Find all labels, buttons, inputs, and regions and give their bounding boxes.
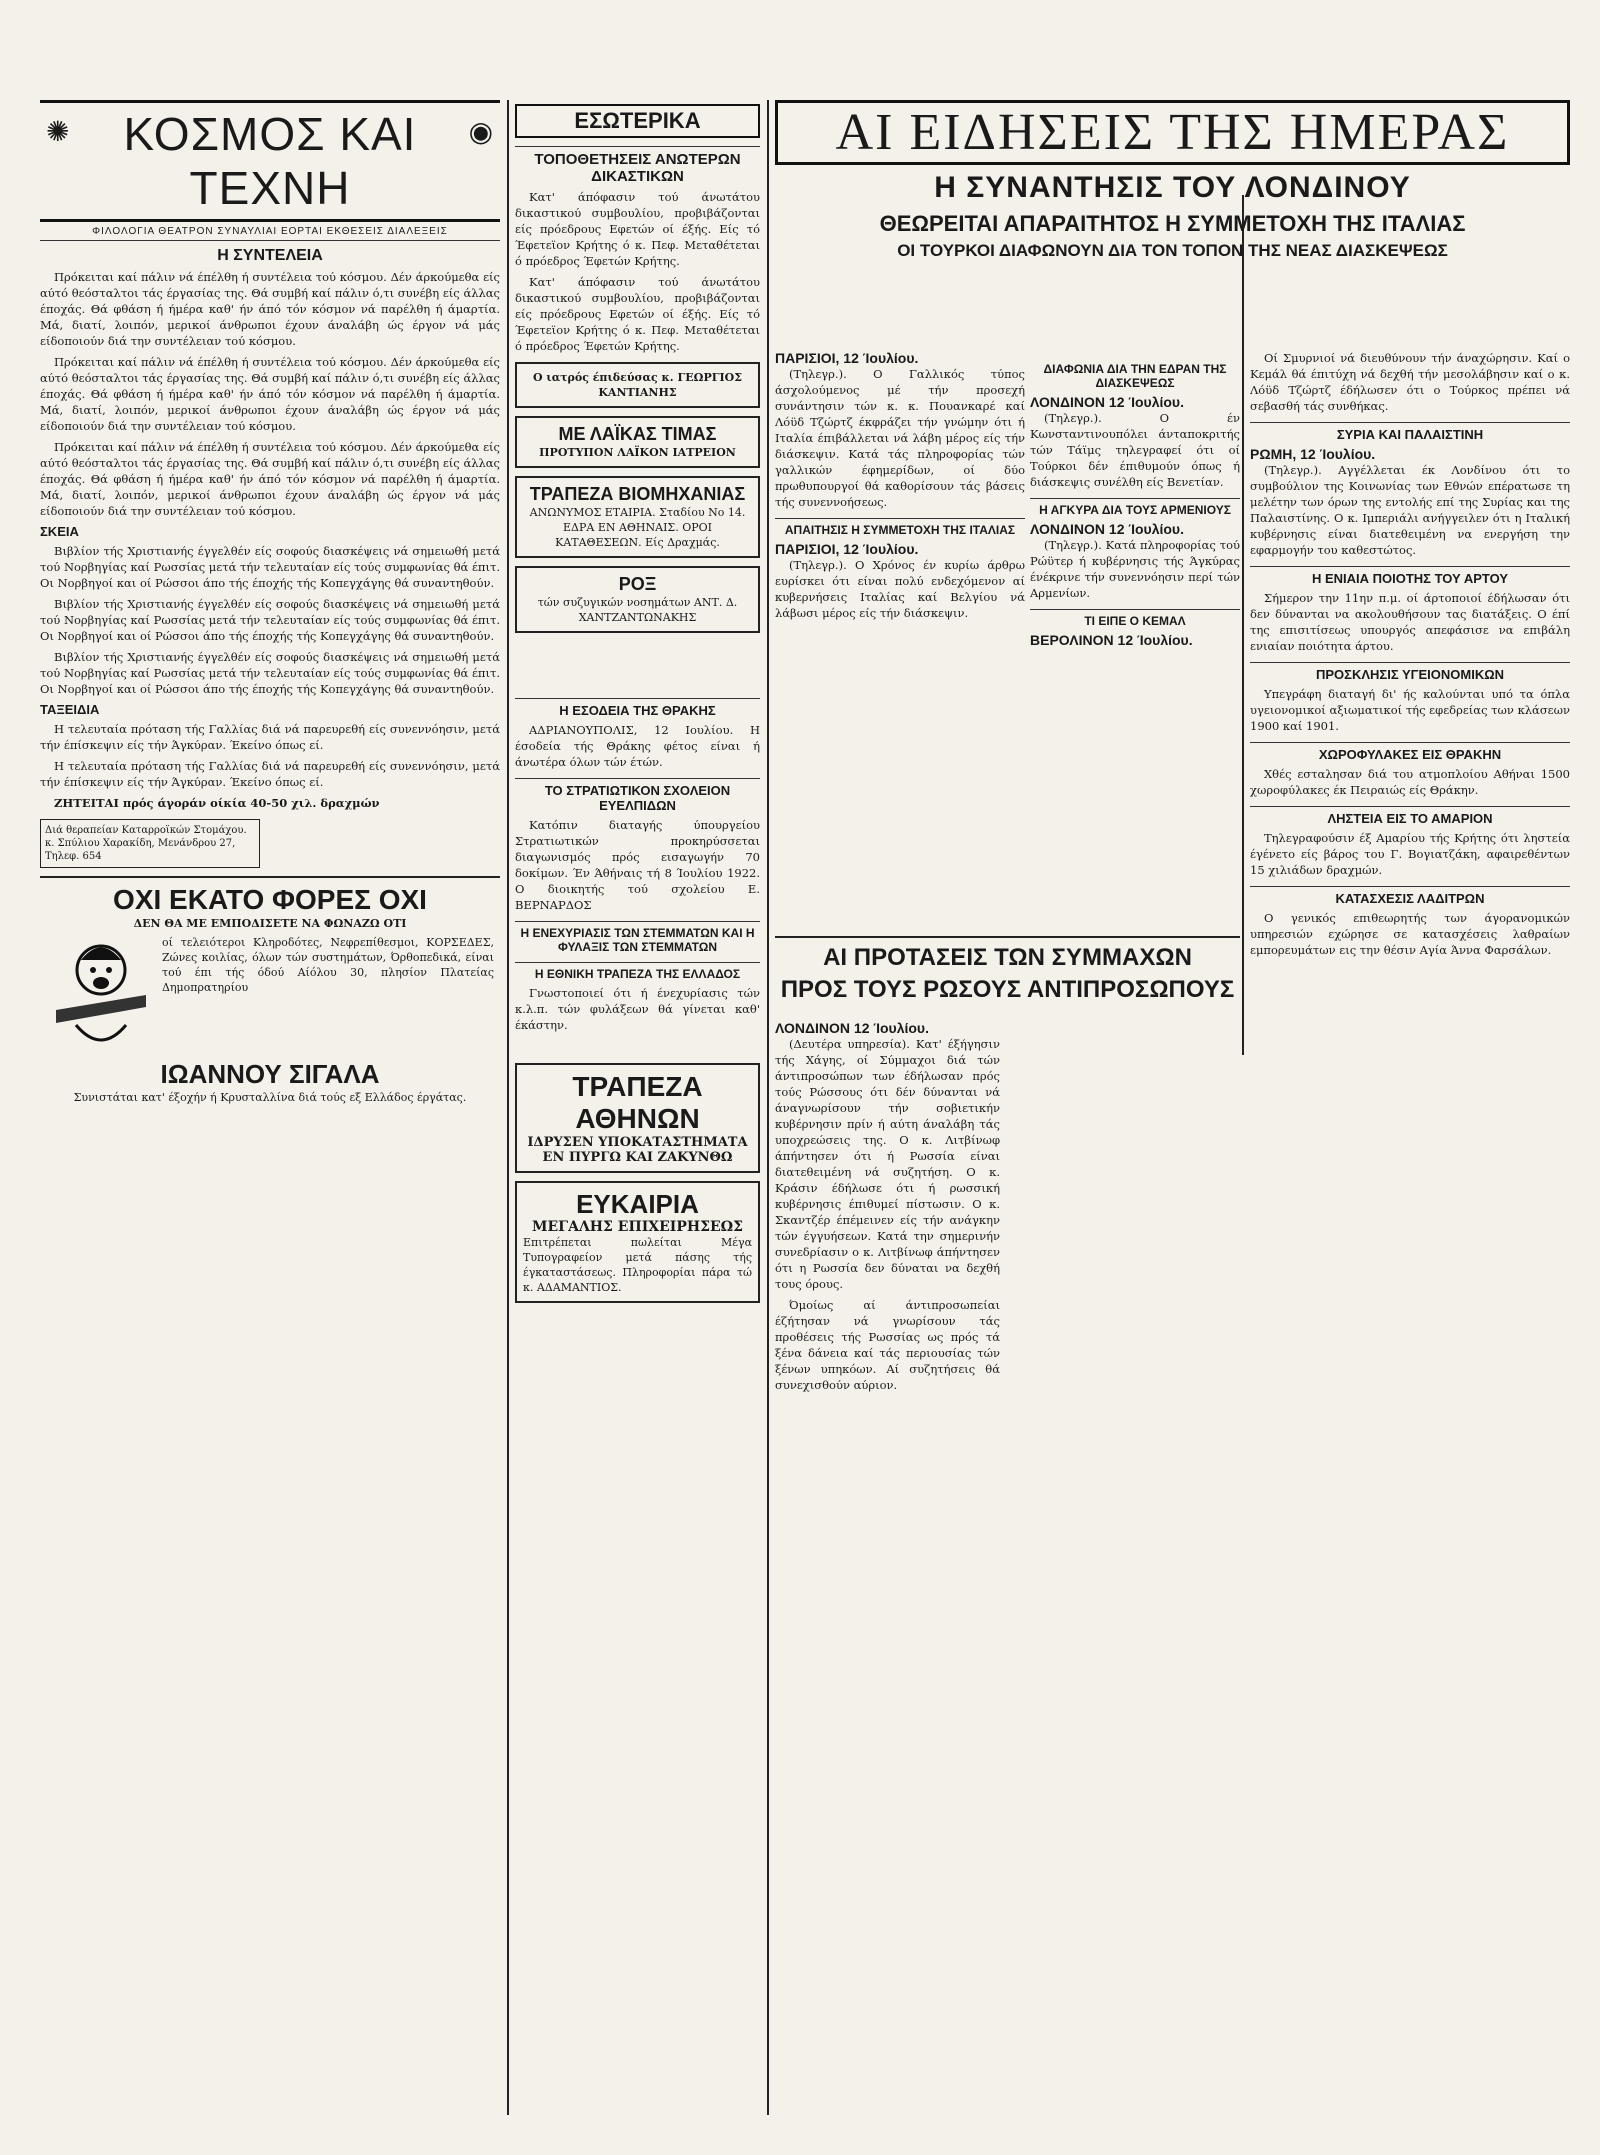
opportunity-subtitle: ΜΕΓΑΛΗΣ ΕΠΙΧΕΙΡΗΣΕΩΣ xyxy=(531,1219,744,1235)
dateline: ΡΩΜΗ, 12 Ίουλίου. xyxy=(1250,446,1376,462)
article-text: ΑΔΡΙΑΝΟΥΠΟΛΙΣ, 12 Ιουλίου. Η έσοδεία τής Θράκης φέτος είναι ή άνωτέρα όλων τών έτών. xyxy=(515,723,760,769)
doctor-ad-text: Ο ιατρός έπιδεύσας κ. ΓΕΩΡΓΙΟΣ ΚΑΝΤΙΑΝΗΣ xyxy=(532,371,743,399)
masthead-title: ΚΟΣΜΟΣ ΚΑΙ ΤΕΧΝΗ xyxy=(123,108,417,214)
sub-headline: ΟΙ ΤΟΥΡΚΟΙ ΔΙΑΦΩΝΟΥΝ ΔΙΑ ΤΟΝ ΤΟΠΟΝ ΤΗΣ ΝΕΑΣ ΔΙΑΣΚΕΨΕΩΣ xyxy=(897,241,1448,260)
opportunity-title: ΕΥΚΑΙΡΙΑ xyxy=(576,1189,699,1219)
section-subhead: ΦΙΛΟΛΟΓΙΑ ΘΕΑΤΡΟΝ ΣΥΝΑΥΛΙΑΙ ΕΟΡΤΑΙ ΕΚΘΕΣΕΙΣ ΔΙΑΛΕΞΕΙΣ xyxy=(40,226,500,241)
dateline: ΛΟΝΔΙΝΟΝ 12 Ίουλίου. xyxy=(1030,521,1184,537)
news-text: (Τηλεγρ.). Κατά πληροφορίας τού Ρώϋτερ ή κυβέρνησις τής Άγκύρας ένέκρινε τήν συνεννόησιν περί τών Αρμενίων. xyxy=(1030,538,1240,600)
news-text: (Τηλεγρ.). Ο Γαλλικός τύπος άσχολούμενος μέ τήν προσεχή συνάντησιν τών κ. κ. Πουανκαρέ καί Λόϋδ Τζώρτζ έκφράζει τήν γνώμην ότι ή Ιταλία έπιβάλλεται νά λάβη μέρος είς τήν διάσκεψιν. Κατά τάς πληροφορίας τών γαλλικών έφημερίδων, οί δύο πρωθυπουργοί θά καθορίσουν τάς βάσεις τής συνεννοήσεως. xyxy=(775,367,1025,509)
clinic-name: ΠΡΟΤΥΠΟΝ ΛΑΪΚΟΝ ΙΑΤΡΕΙΟΝ xyxy=(539,446,736,459)
oxi-signature: ΙΩΑΝΝΟΥ ΣΙΓΑΛΑ xyxy=(160,1059,380,1089)
oxi-subtitle: ΔΕΝ ΘΑ ΜΕ ΕΜΠΟΔΙΣΕΤΕ ΝΑ ΦΩΝΑΖΩ ΟΤΙ xyxy=(133,917,407,930)
ornament-icon: ✺ xyxy=(46,116,71,147)
article-title: ΤΑΞΕΙΔΙΑ xyxy=(40,702,100,717)
news-text: Ο γενικός επιθεωρητής των άγορανομικών υπηρεσιών εχώρησε σε κατασχέσεις λαθραίων εμπορευμάτων εις την θέσιν Αγία Άννα Φαρσάλων. xyxy=(1250,911,1570,957)
news-text: Υπεγράφη διαταγή δι' ής καλούνται υπό τα όπλα υγειονομικοί αξιωματικοί τής εφεδρείας των κλάσεων 1900 καί 1901. xyxy=(1250,687,1570,733)
news-title: ΣΥΡΙΑ ΚΑΙ ΠΑΛΑΙΣΤΙΝΗ xyxy=(1250,422,1570,442)
trapeza-viomichanias-ad xyxy=(515,476,760,558)
rox-ad xyxy=(515,566,760,633)
news-col-b xyxy=(1030,350,1240,925)
news-title: ΑΠΑΙΤΗΣΙΣ Η ΣΥΜΜΕΤΟΧΗ ΤΗΣ ΙΤΑΛΙΑΣ xyxy=(775,518,1025,537)
filler-text: Βιβλίον τής Χριστιανής έγγελθέν είς σοφούς διασκέψεις νά σημειωθή μετά τού Νορβηγίας καί Ρωσσίας μετά τήν τελευταίαν είς τούς συμφωνίας θά έπιτ. Οι Νορβηγοί και οί Ρώσσοι άπο τής έποχής τής Κοπεγχάγης θά συναντηθούν. xyxy=(40,650,500,696)
trapeza-athinon-ad xyxy=(515,1063,760,1173)
allies-subheadline: ΠΡΟΣ ΤΟΥΣ ΡΩΣΟΥΣ ΑΝΤΙΠΡΟΣΩΠΟΥΣ xyxy=(780,976,1235,1003)
dateline: ΒΕΡΟΛΙΝΟΝ 12 Ίουλίου. xyxy=(1030,632,1193,648)
news-title: ΧΩΡΟΦΥΛΑΚΕΣ ΕΙΣ ΘΡΑΚΗΝ xyxy=(1250,742,1570,762)
news-title: Η ΕΝΙΑΙΑ ΠΟΙΟΤΗΣ ΤΟΥ ΑΡΤΟΥ xyxy=(1250,566,1570,586)
prices-ad xyxy=(515,416,760,468)
news-text: Χθές εσταλησαν διά του ατμοπλοίου Αθήναι 1500 χωροφύλακες έκ Πειραιώς είς Θράκην. xyxy=(1250,767,1570,797)
article-text: Η τελευταία πρόταση τής Γαλλίας διά νά παρευρεθή είς συνεννόησιν, μετά τήν έπίσκεψιν είς τήν Άγκύραν. Έκείνο όπως εί. xyxy=(40,722,500,752)
filler-text: Κατ' άπόφασιν τού άνωτάτου δικαστικού συμβουλίου, προβιβάζονται είς πρόεδρους Εφετών οί έξής. Είς τό Έφετεϊον Κρήτης ό κ. Πεφ. Μεταθέτεται ό πρόεδρος Έφετών Κρήτης. xyxy=(515,275,760,353)
article-title: Η ΣΥΝΤΕΛΕΙΑ xyxy=(217,247,323,264)
section-masthead xyxy=(40,100,500,222)
article-text: Βιβλίον τής Χριστιανής έγγελθέν είς σοφούς διασκέψεις νά σημειωθή μετά τού Νορβηγίας καί Ρωσσίας μετά τήν τελευταίαν είς τούς συμφωνίας θά έπιτ. Οι Νορβηγοί και οί Ρώσσοι άπο τής έποχής τής Κοπεγχάγης θά συναντηθούν. xyxy=(40,544,500,590)
filler-text: Η τελευταία πρόταση τής Γαλλίας διά νά παρευρεθή είς συνεννόησιν, μετά τήν έπίσκεψιν είς τήν Άγκύραν. Έκείνο όπως εί. xyxy=(40,759,500,789)
news-banner: ΑΙ ΕΙΔΗΣΕΙΣ ΤΗΣ ΗΜΕΡΑΣ xyxy=(775,100,1570,165)
trapeza-title: ΤΡΑΠΕΖΑ ΒΙΟΜΗΧΑΝΙΑΣ xyxy=(529,484,746,504)
news-text: (Τηλεγρ.). Ο έν Κωνσταντινουπόλει άνταποκριτής τών Τάϊμς τηλεγραφεί ότι οί Τούρκοι δέν έπιθυμούν όπως ή διάσκεψις συνέλθη είς Βενετίαν. xyxy=(1030,411,1240,489)
wanted-ad: ΖΗΤΕΙΤΑΙ πρός άγοράν οίκία 40-50 χιλ. δραχμών xyxy=(54,796,380,810)
news-title: Η ΑΓΚΥΡΑ ΔΙΑ ΤΟΥΣ ΑΡΜΕΝΙΟΥΣ xyxy=(1030,498,1240,517)
news-text: (Τηλεγρ.). Ο Χρόνος έν κυρίω άρθρω ευρίσκει ότι είναι πολύ ενδεχόμενον αί κυβερνήσεις Ιταλίας καί Βελγίου νά λάβωσι μέρος είς τήν διάσκεψιν. xyxy=(775,558,1025,620)
dateline: ΛΟΝΔΙΝΟΝ 12 Ίουλίου. xyxy=(1030,394,1184,410)
bank-subtitle: ΙΔΡΥΣΕΝ ΥΠΟΚΑΤΑΣΤΗΜΑΤΑ ΕΝ ΠΥΡΓΩ ΚΑΙ ΖΑΚΥΝΘΩ xyxy=(527,1135,748,1165)
bank-title: ΤΡΑΠΕΖΑ ΑΘΗΝΩΝ xyxy=(572,1071,703,1134)
doctor-ad xyxy=(515,362,760,408)
article-title: ΣΚΕΙΑ xyxy=(40,524,79,539)
news-title: ΛΗΣΤΕΙΑ ΕΙΣ ΤΟ ΑΜΑΡΙΟΝ xyxy=(1250,806,1570,826)
article-title: ΤΟ ΣΤΡΑΤΙΩΤΙΚΟΝ ΣΧΟΛΕΙΟΝ ΕΥΕΛΠΙΔΩΝ xyxy=(515,778,760,813)
allies-proposals-header xyxy=(775,930,1240,1008)
ornament-icon: ◉ xyxy=(468,116,494,147)
filler-text: Βιβλίον τής Χριστιανής έγγελθέν είς σοφούς διασκέψεις νά σημειωθή μετά τού Νορβηγίας καί Ρωσσίας μετά τήν τελευταίαν είς τούς συμφωνίας θά έπιτ. Οι Νορβηγοί και οί Ρώσσοι άπο τής έποχής τής Κοπεγχάγης θά συναντηθούν. xyxy=(40,597,500,643)
oxi-advertisement xyxy=(40,876,500,1111)
article-text: Γνωστοποιεί ότι ή ένεχυρίασις τών κ.λ.π. τών φυλάξεων θά γίνεται καθ' έκάστην. xyxy=(515,986,760,1032)
dateline: ΠΑΡΙΣΙΟΙ, 12 Ίουλίου. xyxy=(775,541,919,557)
boy-illustration-icon xyxy=(46,935,156,1055)
article-title: Η ΕΘΝΙΚΗ ΤΡΑΠΕΖΑ ΤΗΣ ΕΛΛΑΔΟΣ xyxy=(515,962,760,981)
column-rule xyxy=(507,100,509,2115)
trapeza-text: ΑΝΩΝΥΜΟΣ ΕΤΑΙΡΙΑ. Σταδίου Νο 14. ΕΔΡΑ ΕΝ ΑΘΗΝΑΙΣ. ΟΡΟΙ ΚΑΤΑΘΕΣΕΩΝ. Είς Δραχμάς. xyxy=(529,506,746,549)
filler-text: Πρόκειται καί πάλιν νά έπέλθη ή συντέλεια τού κόσμου. Δέν άρκούμεθα είς αύτό θεόσταλτοι τάς έργασίας της. Θά συμβή καί πάλιν ό,τι συνέβη είς άλλας έποχάς. Θά φθάση ή ήμέρα καθ' ήν άπό τόν κόσμον νά παρέλθη ή άμαρτία. Μά, διατί, λοιπόν, μερικοί άνθρωποι έχουν άναλάβη ώς έργον νά μάς είδοποιούν διά την συντέλειαν τού κόσμου. xyxy=(40,355,500,433)
news-text: Οί Σμυρνιοί νά διευθύνουν τήν άναχώρησιν. Καί ο Κεμάλ θά έπιτύχη νά δεχθή τήν μεσολάβησιν καί ο κ. Λόϋδ Τζώρτζ έδήλωσεν ότι ο Τούρκος πρέπει νά σεβασθή τάς συνθήκας. xyxy=(1250,351,1570,413)
small-ad-box: Διά θεραπείαν Καταρροϊκών Στομάχου. κ. Σπύλιου Χαρακίδη, Μενάνδρου 27, Τηλεφ. 654 xyxy=(40,819,260,868)
column-kosmos-kai-techni xyxy=(40,100,500,2125)
news-text: Τηλεγραφούσιν έξ Αμαρίου τής Κρήτης ότι ληστεία έγένετο είς βάρος του Γ. Βογιατζάκη, αφαιρεθέντων 15 χιλιάδων δραχμών. xyxy=(1250,831,1570,877)
oxi-title: ΟΧΙ ΕΚΑΤΟ ΦΟΡΕΣ ΟΧΙ xyxy=(113,884,427,915)
column-rule xyxy=(767,100,769,2115)
rox-title: ΡΟΞ xyxy=(618,574,657,594)
news-col-a xyxy=(775,350,1025,925)
article-text: Κατόπιν διαταγής ύπουργείου Στρατιωτικών προκηρύσσεται διαγωνισμός πρός εισαγωγήν 70 δοκίμων. Έν Άθήναις τή 8 Ίουλίου 1922. Ο διοικητής τού σχολείου Ε. ΒΕΡΝΑΡΔΟΣ xyxy=(515,818,760,912)
column-esoterika-articles xyxy=(515,690,760,2115)
allies-col-a xyxy=(775,1020,1000,2115)
rox-text: τών συζυγικών νοσημάτων ΑΝΤ. Δ. ΧΑΝΤΖΑΝΤΩΝΑΚΗΣ xyxy=(537,596,738,624)
opportunity-text: Επιτρέπεται πωλείται Μέγα Τυπογραφείον μετά πάσης τής έγκαταστάσεως. Πληροφορίαι πάρα τώ κ. ΑΔΑΜΑΝΤΙΟΣ. xyxy=(523,1236,752,1294)
news-header xyxy=(775,100,1570,350)
article-title: Η ΕΝΕΧΥΡΙΑΣΙΣ ΤΩΝ ΣΤΕΜΜΑΤΩΝ ΚΑΙ Η ΦΥΛΑΞΙΣ ΤΩΝ ΣΤΕΜΜΑΤΩΝ xyxy=(515,921,760,954)
sub-headline: ΘΕΩΡΕΙΤΑΙ ΑΠΑΡΑΙΤΗΤΟΣ Η ΣΥΜΜΕΤΟΧΗ ΤΗΣ ΙΤΑΛΙΑΣ xyxy=(879,211,1466,236)
news-title: ΚΑΤΑΣΧΕΣΙΣ ΛΑΔΙΤΡΩΝ xyxy=(1250,886,1570,906)
news-col-c xyxy=(1250,350,1570,2125)
filler-text: Πρόκειται καί πάλιν νά έπέλθη ή συντέλεια τού κόσμου. Δέν άρκούμεθα είς αύτό θεόσταλτοι τάς έργασίας της. Θά συμβή καί πάλιν ό,τι συνέβη είς άλλας έποχάς. Θά φθάση ή ήμέρα καθ' ήν άπό τόν κόσμον νά παρέλθη ή άμαρτία. Μά, διατί, λοιπόν, μερικοί άνθρωποι έχουν άναλάβη ώς έργον νά μάς είδοποιούν διά την συντέλειαν τού κόσμου. xyxy=(40,440,500,518)
dateline: ΛΟΝΔΙΝΟΝ 12 Ίουλίου. xyxy=(775,1020,929,1036)
article-title: ΤΟΠΟΘΕΤΗΣΕΙΣ ΑΝΩΤΕΡΩΝ ΔΙΚΑΣΤΙΚΩΝ xyxy=(515,146,760,185)
news-text: (Τηλεγρ.). Αγγέλλεται έκ Λονδίνου ότι το συμβούλιον της Κοινωνίας των Εθνών επέρατωσε τη μελέτην των όρων της εντολής επί της Συρίας και της Παλαιστίνης. Ο κ. Ιμπεριάλι ανήγγειλεν ότι η Ιταλική κυβέρνησις είναι διατεθειμένη να ενεργήση την εφαρμογήν του καθεστώτος. xyxy=(1250,463,1570,557)
article-text: Κατ' άπόφασιν τού άνωτάτου δικαστικού συμβουλίου, προβιβάζονται είς πρόεδρους Εφετών οί έξής. Είς τό Έφετεϊον Κρήτης ό κ. Πεφ. Μεταθέτεται ό πρόεδρος Έφετών Κρήτης. xyxy=(515,190,760,268)
opportunity-ad xyxy=(515,1181,760,1303)
allies-col-b xyxy=(1010,1020,1235,2115)
dateline: ΠΑΡΙΣΙΟΙ, 12 Ίουλίου. xyxy=(775,350,919,366)
prices-title: ΜΕ ΛΑΪΚΑΣ ΤΙΜΑΣ xyxy=(558,424,717,444)
section-header: ΕΣΩΤΕΡΙΚΑ xyxy=(515,104,760,138)
news-title: ΠΡΟΣΚΛΗΣΙΣ ΥΓΕΙΟΝΟΜΙΚΩΝ xyxy=(1250,662,1570,682)
news-title: ΤΙ ΕΙΠΕ Ο ΚΕΜΑΛ xyxy=(1030,609,1240,628)
oxi-text: οί τελειότεροι Κληροδότες, Νεφρεπίθεσμοι, ΚΟΡΣΕΔΕΣ, Ζώνες κοιλίας, όλων τών συστημάτων, Όρθοπεδικά, είναι τού έπι τής όδού Αίόλου 30, πλησίον Πλατείας Δημοπρατηρίου xyxy=(162,936,494,994)
news-title: ΔΙΑΦΩΝΙΑ ΔΙΑ ΤΗΝ ΕΔΡΑΝ ΤΗΣ ΔΙΑΣΚΕΨΕΩΣ xyxy=(1043,362,1227,390)
oxi-footer: Συνιστάται κατ' έξοχήν ή Κρυσταλλίνα διά τούς εξ Ελλάδος έργάτας. xyxy=(73,1091,467,1104)
news-text: Σήμερον την 11ην π.μ. οί άρτοποιοί έδήλωσαν ότι δεν δύνανται να ακολουθήσουν τας διατάξεις. Ο έπί της επισιτίσεως υπουργός απεφάσισε να επιβάλη ενιαίαν ποιότητα άρτου. xyxy=(1250,591,1570,653)
article-text: Πρόκειται καί πάλιν νά έπέλθη ή συντέλεια τού κόσμου. Δέν άρκούμεθα είς αύτό θεόσταλτοι τάς έργασίας της. Θά συμβή καί πάλιν ό,τι συνέβη είς άλλας έποχάς. Θά φθάση ή ήμέρα καθ' ήν άπό τόν κόσμον νά παρέλθη ή άμαρτία. Μά, διατί, λοιπόν, μερικοί άνθρωποι έχουν άναλάβη ώς έργον νά μάς είδοποιούν διά την συντέλειαν τού κόσμου. xyxy=(40,270,500,348)
main-headline: Η ΣΥΝΑΝΤΗΣΙΣ ΤΟΥ ΛΟΝΔΙΝΟΥ xyxy=(934,171,1411,204)
news-text: (Δευτέρα υπηρεσία). Κατ' έξήγησιν τής Χάγης, οί Σύμμαχοι διά τών άντιπροσώπων των έδήλωσαν πρός τούς Ρώσσους ότι δέν δύνανται νά άναγνωρίσουν τήν σοβιετικήν κυβέρνησιν πρίν ή αύτη άναλάβη τάς υποχρεώσεις της. Ο κ. Λιτβίνωφ άπήντησεν ότι ή Ρωσσία είναι διατεθειμένη νά συζητήση. Ο κ. Κράσιν έδήλωσε ότι ή ρωσσική κυβέρνησις έπιθυμεί πίστωσιν. Ο κ. Σκαντζέρ έπέμεινεν είς τήν ανάγκην τών έγγυήσεων. Κατά την σημερινήν συνεδρίασιν ο κ. Λιτβίνωφ άπήντησεν ότι η Ρωσσία δεν δύναται να δεχθή τους όρους. xyxy=(775,1037,1000,1291)
allies-headline: ΑΙ ΠΡΟΤΑΣΕΙΣ ΤΩΝ ΣΥΜΜΑΧΩΝ xyxy=(823,944,1192,971)
article-title: Η ΕΣΟΔΕΙΑ ΤΗΣ ΘΡΑΚΗΣ xyxy=(515,698,760,718)
news-text: Όμοίως αί άντιπροσωπείαι έζήτησαν νά γνωρίσουν τάς προθέσεις τής Ρωσσίας ως πρός τά ξένα δάνεια καί τάς περιουσίας τών ξένων υπηκόων. Αί συζητήσεις θά συνεχισθούν αύριον. xyxy=(775,1298,1000,1392)
